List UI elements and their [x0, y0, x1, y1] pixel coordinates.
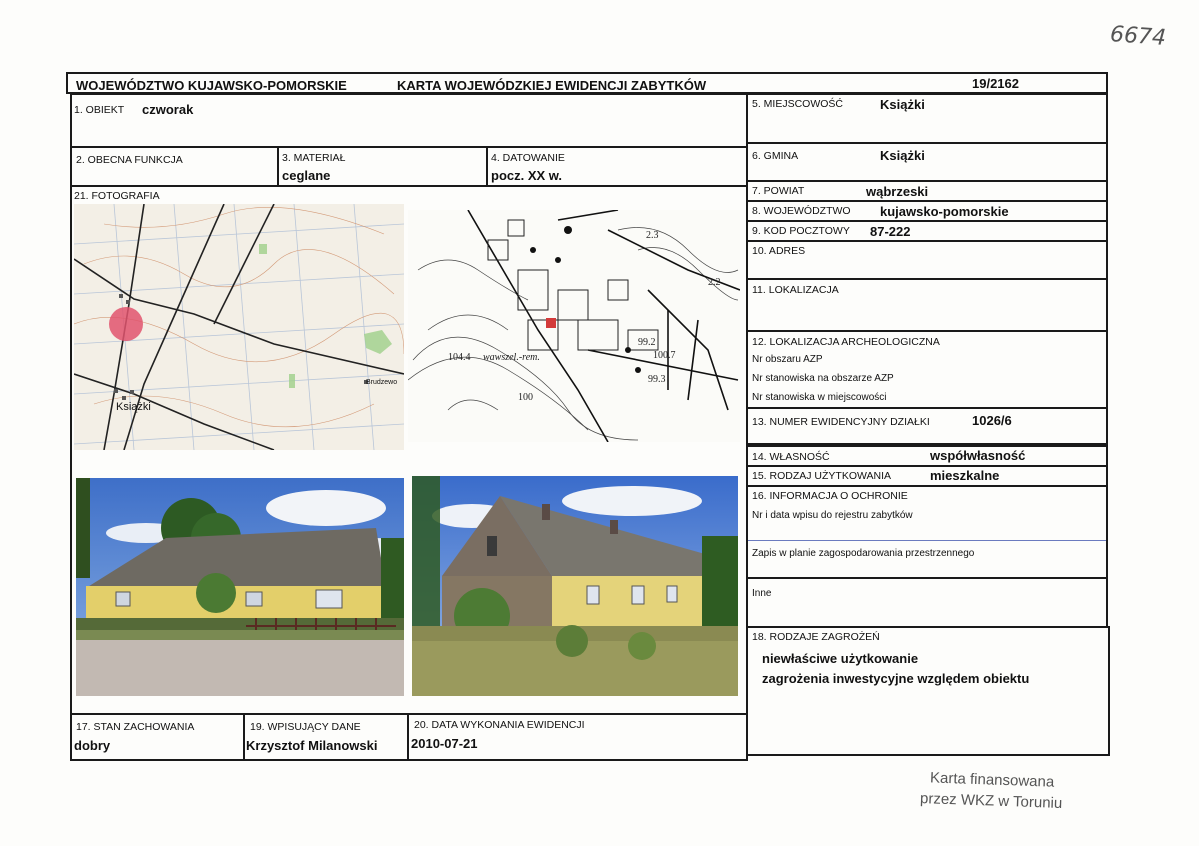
height-label: 2.3	[646, 230, 659, 241]
arch-label: 12. LOKALIZACJA ARCHEOLOGICZNA	[752, 336, 940, 348]
map-village-label: Brudzewo	[366, 379, 398, 386]
building-photo-front	[76, 478, 404, 696]
kod-label: 9. KOD POCZTOWY	[752, 225, 850, 237]
location-map	[74, 204, 404, 450]
wojewodztwo-value: kujawsko-pomorskie	[880, 204, 1009, 219]
divider	[70, 146, 748, 148]
wpisujacy-value: Krzysztof Milanowski	[246, 738, 378, 753]
gmina-box	[746, 142, 1108, 182]
card-number: 19/2162	[972, 76, 1019, 91]
stamp-line-2: przez WKZ w Toruniu	[919, 790, 1063, 812]
height-label: 99.2	[638, 337, 656, 348]
material-value: ceglane	[282, 168, 331, 183]
gmina-label: 6. GMINA	[752, 150, 799, 162]
wpisujacy-label: 19. WPISUJĄCY DANE	[250, 721, 361, 733]
map-town-label: Książki	[116, 401, 151, 413]
divider	[243, 713, 245, 761]
powiat-value: wąbrzeski	[866, 184, 929, 199]
stan-value: dobry	[74, 738, 111, 753]
location-map-graphic	[74, 204, 404, 450]
topo-text: wawszel.-rem.	[483, 352, 540, 363]
handwritten-number: 6674	[1109, 22, 1167, 51]
data-label: 20. DATA WYKONANIA EWIDENCJI	[414, 719, 585, 731]
height-label: 100.7	[653, 350, 676, 361]
height-label: 99.3	[648, 374, 666, 385]
ochrona-rejestr: Nr i data wpisu do rejestru zabytków	[752, 510, 913, 521]
powiat-label: 7. POWIAT	[752, 185, 805, 197]
building-photo-gable-graphic	[412, 476, 738, 696]
zagrozenia-box	[746, 626, 1110, 756]
divider	[70, 185, 748, 187]
arch-stan-azp: Nr stanowiska na obszarze AZP	[752, 373, 894, 384]
kod-value: 87-222	[870, 224, 911, 239]
height-label: 100	[518, 392, 533, 403]
zagrozenia-label: 18. RODZAJE ZAGROŻEŃ	[752, 631, 880, 643]
divider	[70, 713, 748, 715]
foto-label: 21. FOTOGRAFIA	[74, 190, 160, 202]
financing-stamp	[919, 769, 1090, 812]
obiekt-label: 1. OBIEKT	[74, 104, 125, 116]
wlasnosc-value: współwłasność	[930, 448, 1026, 463]
dzialka-label: 13. NUMER EWIDENCYJNY DZIAŁKI	[752, 416, 930, 428]
ochrona-label: 16. INFORMACJA O OCHRONIE	[752, 490, 908, 502]
funkcja-label: 2. OBECNA FUNKCJA	[76, 154, 183, 166]
miejscowosc-label: 5. MIEJSCOWOŚĆ	[752, 98, 844, 110]
divider	[746, 577, 1108, 579]
height-label: 2.2	[708, 277, 721, 288]
divider	[486, 146, 488, 186]
uzytkowanie-label: 15. RODZAJ UŻYTKOWANIA	[752, 470, 892, 482]
building-photo-front-graphic	[76, 478, 404, 696]
miejscowosc-value: Książki	[880, 97, 925, 112]
stamp-line-1: Karta finansowana	[929, 769, 1055, 791]
building-photo-gable	[412, 476, 738, 696]
wojewodztwo-label: 8. WOJEWÓDZTWO	[752, 205, 851, 217]
data-value: 2010-07-21	[411, 736, 478, 751]
divider	[407, 713, 409, 761]
obiekt-value: czworak	[142, 102, 194, 117]
ochrona-inne: Inne	[752, 588, 772, 599]
wlasnosc-label: 14. WŁASNOŚĆ	[752, 451, 830, 463]
detail-map-graphic	[408, 210, 740, 442]
divider	[277, 146, 279, 186]
voivodeship-title: WOJEWÓDZTWO KUJAWSKO-POMORSKIE	[76, 78, 347, 93]
datowanie-label: 4. DATOWANIE	[491, 152, 565, 164]
adres-label: 10. ADRES	[752, 245, 806, 257]
zagrozenie-1: niewłaściwe użytkowanie	[762, 651, 919, 666]
arch-azp: Nr obszaru AZP	[752, 354, 823, 365]
detail-map	[408, 210, 740, 442]
gmina-value: Książki	[880, 148, 925, 163]
material-label: 3. MATERIAŁ	[282, 152, 346, 164]
card-title: KARTA WOJEWÓDZKIEJ EWIDENCJI ZABYTKÓW	[397, 78, 707, 93]
stan-label: 17. STAN ZACHOWANIA	[76, 721, 195, 733]
divider	[748, 540, 1106, 541]
zagrozenie-2: zagrożenia inwestycyjne względem obiektu	[762, 671, 1030, 686]
lokalizacja-label: 11. LOKALIZACJA	[752, 284, 839, 296]
dzialka-value: 1026/6	[972, 413, 1012, 428]
height-label: 104.4	[448, 352, 471, 363]
ochrona-plan: Zapis w planie zagospodarowania przestrzennego	[752, 548, 975, 559]
datowanie-value: pocz. XX w.	[491, 168, 563, 183]
uzytkowanie-value: mieszkalne	[930, 468, 1000, 483]
arch-stan-miejsc: Nr stanowiska w miejscowości	[752, 392, 887, 403]
